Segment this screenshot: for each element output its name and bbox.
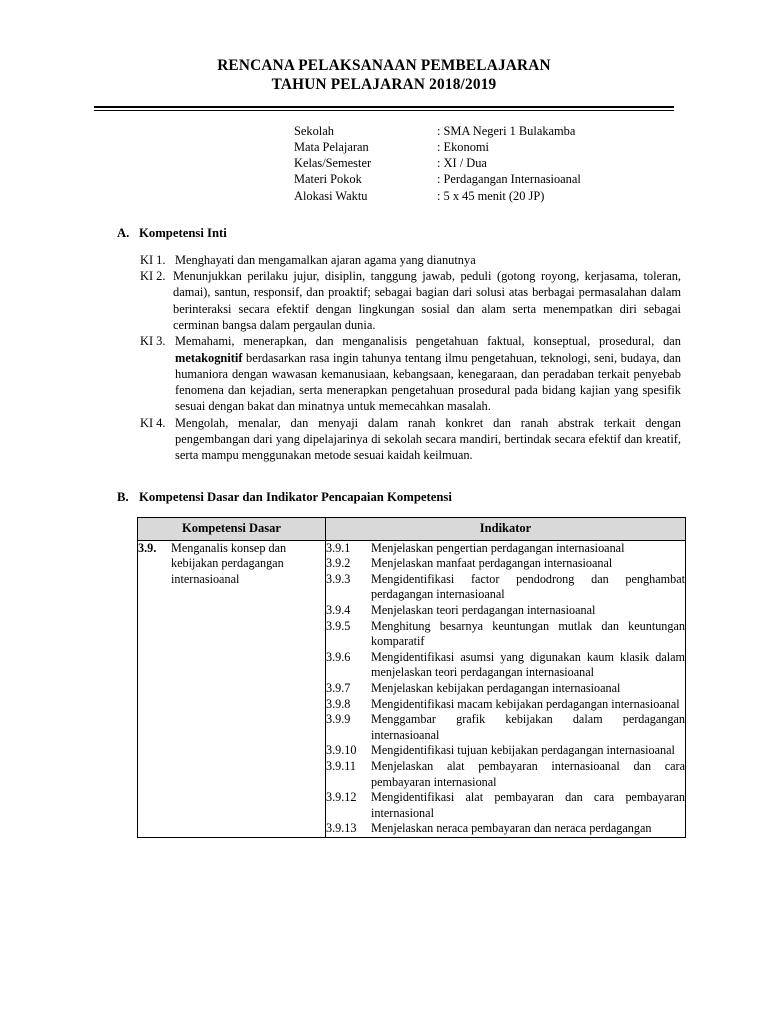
indicator-text: Mengidentifikasi factor pendodrong dan penghambat perdagangan internasioanal (371, 571, 685, 602)
section-b-heading (117, 490, 768, 505)
indicator-number: 3.9.3 (326, 571, 351, 586)
table-header-kompetensi-dasar: Kompetensi Dasar (138, 517, 326, 540)
indicator-text: Menjelaskan alat pembayaran internasioanal dan cara pembayaran internasional (371, 758, 685, 789)
ki-item-1 (140, 252, 681, 268)
table-row (138, 540, 686, 837)
indicator-item (326, 619, 685, 650)
ki-label-4: KI 4. (140, 415, 166, 430)
identity-value-materi-pokok: : Perdagangan Internasioanal (437, 172, 581, 187)
ki-item-3 (140, 333, 681, 414)
indicator-text: Menjelaskan teori perdagangan internasioanal (371, 603, 596, 618)
indicator-number: 3.9.5 (326, 618, 351, 633)
section-a-letter: A. (117, 225, 130, 240)
indicator-text: Menjelaskan pengertian perdagangan internasioanal (371, 540, 625, 555)
ki-text-1: Menghayati dan mengamalkan ajaran agama yang dianutnya (175, 252, 476, 267)
indicator-text: Menjelaskan kebijakan perdagangan internasioanal (371, 681, 621, 695)
identity-row-kelas-semester (294, 155, 768, 171)
identity-label-alokasi-waktu: Alokasi Waktu (294, 188, 368, 203)
ki-text-3 (175, 333, 681, 414)
ki-text-3-after: berdasarkan rasa ingin tahunya tentang ilmu pengetahuan, teknologi, seni, budaya, dan humaniora dengan wawasan kemanusiaan, kebangsaan, kenegaraan, dan peradaban terkait penyebab fenomena dan kejadian, serta menerapkan pengetahuan prosedural pada bidang kajian yang spesifik sesuai dengan bakat dan minatnya untuk memecahkan masalah. (175, 350, 681, 414)
section-b-letter: B. (117, 489, 129, 504)
cell-kompetensi-dasar (138, 540, 326, 837)
identity-value-mata-pelajaran: : Ekonomi (437, 139, 489, 154)
indicator-text: Menggambar grafik kebijakan dalam perdagangan internasioanal (371, 712, 685, 742)
identity-row-sekolah (294, 123, 768, 139)
indicator-number: 3.9.9 (326, 712, 351, 727)
indicator-number: 3.9.4 (326, 603, 351, 618)
identity-row-alokasi-waktu (294, 188, 768, 204)
indicator-item (326, 759, 685, 790)
indicator-item (326, 541, 685, 557)
indicator-item (326, 712, 685, 743)
indicator-text: Mengidentifikasi asumsi yang digunakan kaum klasik dalam menjelaskan teori perdagangan internasioanal (371, 649, 685, 680)
ki-label-3: KI 3. (140, 334, 166, 349)
indicator-text: Mengidentifikasi alat pembayaran dan cara pembayaran internasional (371, 790, 685, 820)
indicator-text: Menjelaskan manfaat perdagangan internasioanal (371, 556, 613, 571)
section-a-heading (117, 226, 768, 241)
table-header-indikator: Indikator (326, 517, 686, 540)
identity-value-alokasi-waktu: : 5 x 45 menit (20 JP) (437, 188, 545, 203)
ki-label-2: KI 2. (140, 269, 166, 284)
indicator-number: 3.9.1 (326, 540, 351, 555)
indicator-text: Menghitung besarnya keuntungan mutlak dan keuntungan komparatif (371, 618, 685, 649)
identity-block (294, 123, 768, 204)
indicator-number: 3.9.13 (326, 821, 357, 836)
indicator-text: Mengidentifikasi tujuan kebijakan perdagangan internasioanal (371, 743, 675, 758)
indicator-number: 3.9.8 (326, 696, 351, 711)
indicator-item (326, 556, 685, 572)
ki-text-3-before: Memahami, menerapkan, dan menganalisis pengetahuan faktual, konseptual, prosedural, dan (175, 334, 681, 349)
indicator-item (326, 821, 685, 837)
ki-text-4: Mengolah, menalar, dan menyaji dalam ranah konkret dan ranah abstrak terkait dengan pengembangan dari yang dipelajarinya di sekolah secara mandiri, bertindak secara efektif dan kreatif, serta mampu menggunakan metode sesuai kaidah keilmuan. (175, 415, 681, 463)
identity-value-kelas-semester: : XI / Dua (437, 156, 487, 171)
ki-item-2 (140, 268, 681, 333)
indicator-number: 3.9.11 (326, 758, 357, 773)
ki-item-4 (140, 415, 681, 464)
indicator-item (326, 681, 685, 697)
indicator-item (326, 790, 685, 821)
identity-label-mata-pelajaran: Mata Pelajaran (294, 139, 369, 154)
title-line-2: TAHUN PELAJARAN 2018/2019 (271, 76, 497, 93)
document-title (0, 56, 768, 94)
indicator-number: 3.9.7 (326, 681, 351, 695)
title-divider (94, 106, 674, 111)
indicator-item (326, 603, 685, 619)
table-header-row (138, 517, 686, 540)
indicator-item (326, 650, 685, 681)
section-b-title: Kompetensi Dasar dan Indikator Pencapaian Kompetensi (139, 489, 452, 504)
indicator-item (326, 743, 685, 759)
title-line-1: RENCANA PELAKSANAAN PEMBELAJARAN (217, 57, 551, 74)
kd-entry (138, 541, 325, 588)
kd-indikator-table (137, 517, 686, 838)
kd-indikator-table-wrapper (137, 517, 686, 838)
identity-row-materi-pokok (294, 171, 768, 187)
indicator-item (326, 697, 685, 713)
indicator-number: 3.9.12 (326, 790, 357, 805)
kd-text: Menganalis konsep dan kebijakan perdagangan internasioanal (171, 540, 287, 586)
kompetensi-inti-list (140, 252, 681, 464)
identity-label-sekolah: Sekolah (294, 123, 334, 138)
indicator-number: 3.9.2 (326, 556, 351, 571)
identity-label-kelas-semester: Kelas/Semester (294, 156, 372, 171)
kd-number: 3.9. (138, 540, 157, 555)
indicator-number: 3.9.10 (326, 743, 357, 758)
ki-text-2: Menunjukkan perilaku jujur, disiplin, tanggung jawab, peduli (gotong royong, kerjasama, toleran, damai), santun, responsif, dan proaktif; sebagai bagian dari solusi atas berbagai permasalahan dalam berinteraksi secara efektif dengan lingkungan sosial dan alam serta menempatkan diri sebagai cerminan bangsa dalam pergaulan dunia. (173, 269, 681, 332)
identity-label-materi-pokok: Materi Pokok (294, 172, 362, 187)
identity-value-sekolah: : SMA Negeri 1 Bulakamba (437, 123, 576, 138)
ki-label-1: KI 1. (140, 252, 166, 267)
divider-thin-line (94, 110, 674, 111)
identity-row-mata-pelajaran (294, 139, 768, 155)
indicator-item (326, 572, 685, 603)
ki-text-3-bold: metakognitif (175, 350, 243, 365)
cell-indikator (326, 540, 686, 837)
section-a-title: Kompetensi Inti (139, 225, 227, 240)
indicator-text: Menjelaskan neraca pembayaran dan neraca perdagangan (371, 821, 652, 836)
indicator-number: 3.9.6 (326, 649, 351, 664)
indicator-text: Mengidentifikasi macam kebijakan perdagangan internasioanal (371, 696, 680, 711)
